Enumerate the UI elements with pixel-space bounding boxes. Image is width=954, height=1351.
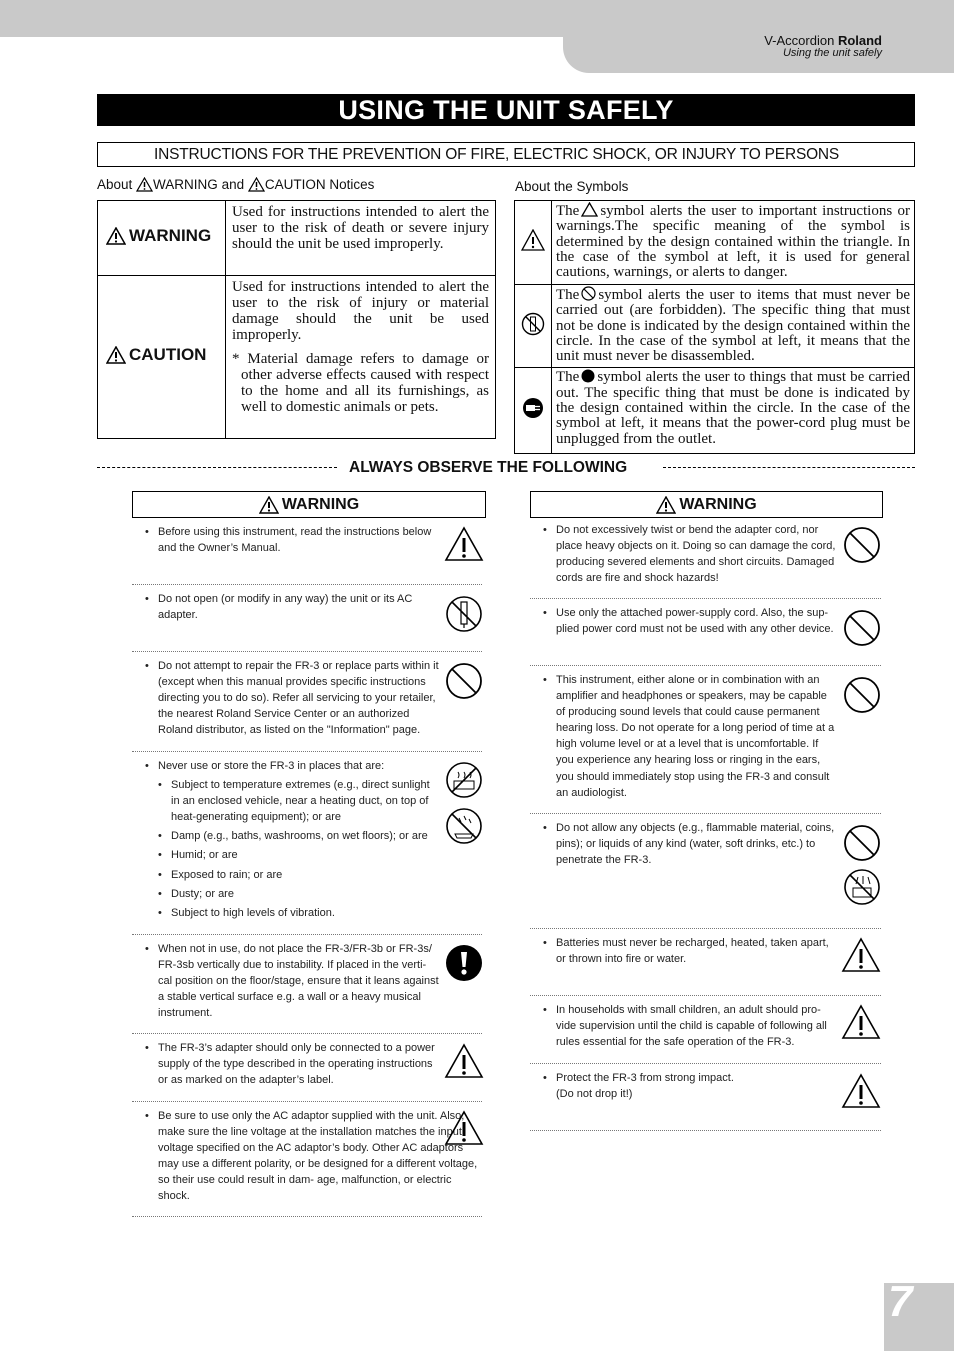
notices-word: Notices — [329, 177, 375, 192]
caution-triangle-icon — [841, 1073, 881, 1109]
list-item — [132, 518, 482, 585]
list-item — [530, 929, 881, 996]
item-text: • Before using this instrument, read the instructions below and the Owner’s Manual. — [158, 524, 438, 556]
warning-box-right — [530, 491, 883, 518]
caution-triangle-icon — [444, 1043, 484, 1079]
list-item — [530, 814, 881, 929]
item-text: • The FR-3’s adapter should only be connected to a power supply of the type described in the operating instructions or as marked on the adapter’s label. — [158, 1040, 440, 1088]
item-text: • When not in use, do not place the FR-3/FR-3b or FR-3s/ FR-3sb vertically due to instability. If placed in the verti- cal position on the floor/stage, ensure that it leans against a stable vertical surface e.g. a wall or a heavy musical instrument. — [158, 941, 440, 1021]
item-text: • Do not excessively twist or bend the adapter cord, nor place heavy objects on it. Doing so can damage the cord, producing severed elements and short circuits. Damaged cords are fire and shock hazards! — [556, 522, 838, 586]
warning-triangle-icon — [259, 496, 279, 514]
symbol-desc — [552, 368, 915, 454]
list-item — [530, 1064, 881, 1131]
item-text: • This instrument, either alone or in combination with an amplifier and headphones or speakers, may be capable of producing sound levels that could cause permanent hearing loss. Do not operate for a long period of time at a high volume level or at a level that is uncomfortable. If you experience any hearing loss or ringing in the ears, you should immediately stop using the FR-3 and consult an audiologist. — [556, 672, 838, 801]
sub-item: • Damp (e.g., baths, washrooms, on wet floors); or are — [171, 828, 440, 844]
no-water-icon — [445, 807, 483, 845]
sub-item: • Subject to high levels of vibration. — [171, 905, 440, 921]
list-item — [530, 516, 881, 599]
warning-triangle-icon — [106, 227, 126, 245]
symbol-pre: The — [556, 287, 580, 303]
filled-circle-icon — [581, 369, 595, 383]
prohibited-icon — [843, 824, 881, 862]
observe-heading: ALWAYS OBSERVE THE FOLLOWING — [349, 459, 628, 476]
header-brand — [764, 33, 882, 48]
about-text: About — [97, 177, 133, 192]
sub-item: • Exposed to rain; or are — [171, 867, 440, 883]
list-item — [530, 599, 881, 666]
sub-item: • Dusty; or are — [171, 886, 440, 902]
caution-text: Used for instructions intended to alert the user to the risk of injury or material damage should the unit be used improperly. — [232, 279, 489, 343]
notice-tag-caution — [98, 276, 226, 439]
triangle-icon — [581, 202, 598, 217]
caution-triangle-icon — [106, 346, 126, 364]
no-disassemble-icon — [521, 312, 545, 336]
triangle-icon — [521, 229, 545, 251]
page-number-box — [884, 1277, 954, 1351]
item-text: • Do not open (or modify in any way) the unit or its AC adapter. — [158, 591, 438, 623]
item-text: • Do not allow any objects (e.g., flammable material, coins, pins); or liquids of any kind (water, soft drinks, etc.) to penetrate the FR-3. — [556, 820, 838, 868]
warning-triangle-icon — [656, 496, 676, 514]
symbol-cell — [515, 285, 552, 368]
unplug-icon — [522, 397, 544, 419]
item-text: • Batteries must never be recharged, heated, taken apart, or thrown into fire or water. — [556, 935, 838, 967]
notice-table — [97, 200, 496, 439]
symbol-pre: The — [556, 369, 580, 386]
warning-label: WARNING — [679, 495, 757, 513]
product-name: V-Accordion — [764, 33, 835, 48]
caution-triangle-icon — [841, 1004, 881, 1040]
dashed-line-right — [663, 467, 915, 468]
about-symbols-label: About the Symbols — [515, 179, 629, 194]
warning-box-left — [132, 491, 486, 518]
warning-triangle-icon — [136, 177, 153, 192]
item-text: • Do not attempt to repair the FR-3 or replace parts within it (except when this manual provides specific instructions directing you to do so). Refer all servicing to your retailer, the nearest Roland Service Center or an authorized Roland distributor, as listed on the "Information" page. — [158, 658, 440, 738]
caution-triangle-icon — [444, 526, 484, 562]
about-notices-label — [97, 177, 374, 192]
warning-label: WARNING — [281, 495, 360, 513]
instructions-heading: INSTRUCTIONS FOR THE PREVENTION OF FIRE, ELECTRIC SHOCK, OR INJURY TO PERSONS — [97, 142, 915, 167]
symbol-pre: The — [556, 203, 580, 219]
list-item — [530, 996, 881, 1064]
symbol-row-mandatory — [515, 368, 915, 454]
header-tab — [563, 0, 954, 73]
caution-triangle-icon — [248, 177, 265, 192]
item-text: • Protect the FR-3 from strong impact. (Do not drop it!) — [556, 1070, 838, 1102]
circle-slash-icon — [581, 286, 596, 301]
dashed-line-left — [97, 467, 337, 468]
symbol-desc — [552, 285, 915, 368]
item-text: • Be sure to use only the AC adaptor supplied with the unit. Also, make sure the line voltage at the installation matches the input voltage specified on the AC adaptor’s body. Other AC adaptors may use a different polarity, or be designed for a different voltage, so their use could result in dam- age, malfunction, or electric shock. — [158, 1108, 480, 1205]
and-word: and — [221, 177, 245, 192]
notice-desc-warning: Used for instructions intended to alert the user to the risk of death or severe injury should the unit be used improperly. — [226, 201, 496, 276]
symbol-cell — [515, 201, 552, 285]
no-liquid-icon — [843, 868, 881, 906]
list-item — [132, 752, 482, 935]
symbol-row-triangle — [515, 201, 915, 285]
list-item — [132, 585, 482, 652]
symbol-desc — [552, 201, 915, 285]
prohibited-icon — [445, 662, 483, 700]
no-heat-icon — [445, 761, 483, 799]
list-item — [132, 1034, 482, 1102]
notice-tag-label: CAUTION — [129, 345, 207, 364]
prohibited-icon — [843, 676, 881, 714]
page-number: 7 — [888, 1277, 911, 1326]
caution-word: CAUTION — [264, 177, 326, 192]
list-item — [530, 666, 881, 814]
observe-divider — [97, 458, 915, 478]
sub-item: • Subject to temperature extremes (e.g., direct sunlight in an enclosed vehicle, near a heating duct, on top of heat-generating equipment); or are — [171, 777, 440, 825]
item-text — [158, 758, 440, 921]
notice-row-caution — [98, 276, 496, 439]
symbol-cell — [515, 368, 552, 454]
prohibited-icon — [843, 526, 881, 564]
caution-triangle-icon — [841, 937, 881, 973]
list-item — [132, 1102, 482, 1217]
item-text: • In households with small children, an adult should pro- vide supervision until the child is capable of following all rules essential for the safe operation of the FR-3. — [556, 1002, 838, 1050]
header-section: Using the unit safely — [782, 47, 882, 59]
sub-item: • Humid; or are — [171, 847, 440, 863]
notice-desc-caution — [226, 276, 496, 439]
page-title: USING THE UNIT SAFELY — [97, 94, 915, 126]
notice-tag-label: WARNING — [129, 226, 212, 245]
caution-triangle-icon — [444, 1110, 484, 1146]
item-text: • Use only the attached power-supply cord. Also, the sup- plied power cord must not be used with any other device. — [556, 605, 838, 637]
notice-row-warning — [98, 201, 496, 276]
symbol-text: symbol alerts the user to things that must be carried out. The specific thing that must be done is indicated by the design contained within the circle. In the case of the symbol at left, it means that the power-cord plug must be unplugged from the outlet. — [556, 369, 910, 447]
notice-tag-warning — [98, 201, 226, 276]
symbol-row-prohibited — [515, 285, 915, 368]
no-disassemble-icon — [445, 595, 483, 633]
item-lead: • Never use or store the FR-3 in places that are: — [158, 760, 385, 772]
prohibited-icon — [843, 609, 881, 647]
brand-name: Roland — [837, 33, 882, 48]
caution-note: * Material damage refers to damage or other adverse effects caused with respect to the home and all its furnishings, as well to domestic animals or pets. — [232, 351, 489, 415]
mandatory-icon — [445, 944, 483, 982]
list-item — [132, 652, 482, 752]
symbol-text: symbol alerts the user to items that must never be carried out (are forbidden). The specific thing that must not be done is indicated by the design contained within the circle. In the case of the symbol at left, it means that the unit must never be disassembled. — [556, 287, 910, 365]
list-item — [132, 935, 482, 1034]
warning-word: WARNING — [153, 177, 218, 192]
symbol-text: symbol alerts the user to important instructions or warnings.The specific meaning of the symbol is determined by the design contained within the triangle. In the case of the symbol at left, it is used for general cautions, warnings, or alerts to danger. — [556, 203, 910, 281]
symbols-table — [514, 200, 915, 454]
